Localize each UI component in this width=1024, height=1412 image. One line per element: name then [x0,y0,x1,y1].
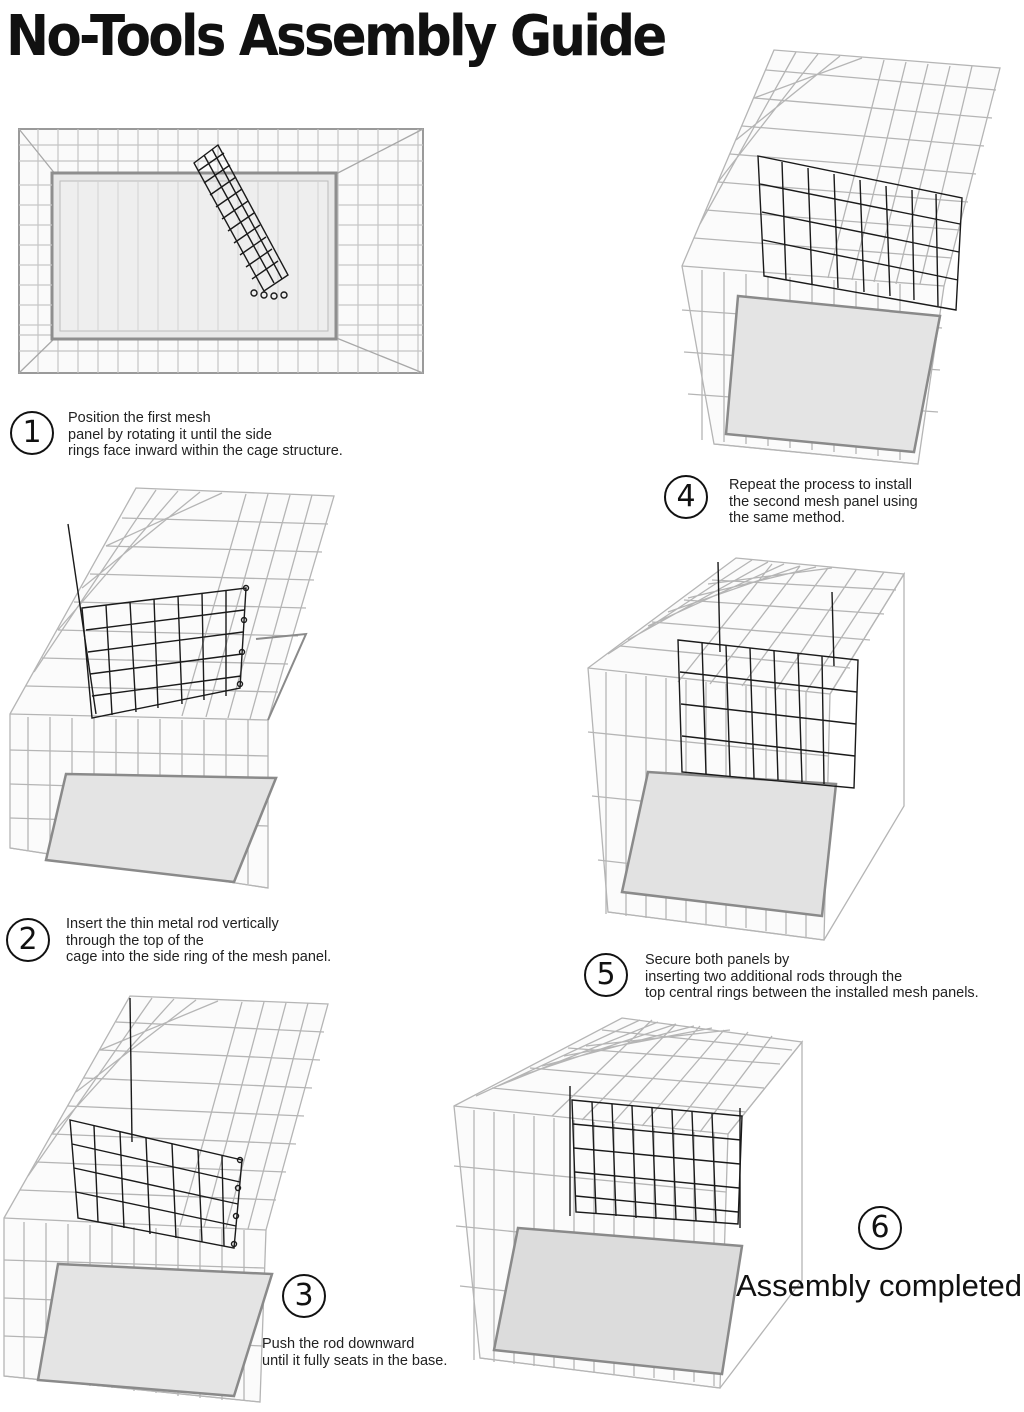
step-1-description: Position the first mesh panel by rotating it until the side rings face inward within the cage structure. [68,410,343,459]
step-4-description: Repeat the process to install the second mesh panel using the same method. [729,477,918,526]
step-1-number: 1 [10,411,54,455]
step-2-illustration [6,484,338,894]
step-3-description: Push the rod downward until it fully seats in the base. [262,1336,448,1369]
step-4-number: 4 [664,475,708,519]
step-6-number: 6 [858,1206,902,1250]
step-2-number: 2 [6,918,50,962]
step-6-illustration [452,1016,804,1392]
page-title: No-Tools Assembly Guide [6,4,665,69]
step-5-description: Secure both panels by inserting two additional rods through the top central rings between the installed mesh panels. [645,952,979,1001]
step-1-illustration [18,125,424,375]
step-5-illustration [586,556,906,944]
step-5-number: 5 [584,953,628,997]
step-4-illustration [678,48,1004,468]
assembly-completed-label: Assembly completed [736,1268,1023,1303]
step-2-description: Insert the thin metal rod vertically through the top of the cage into the side ring of the mesh panel. [66,916,332,965]
step-3-number: 3 [282,1274,326,1318]
